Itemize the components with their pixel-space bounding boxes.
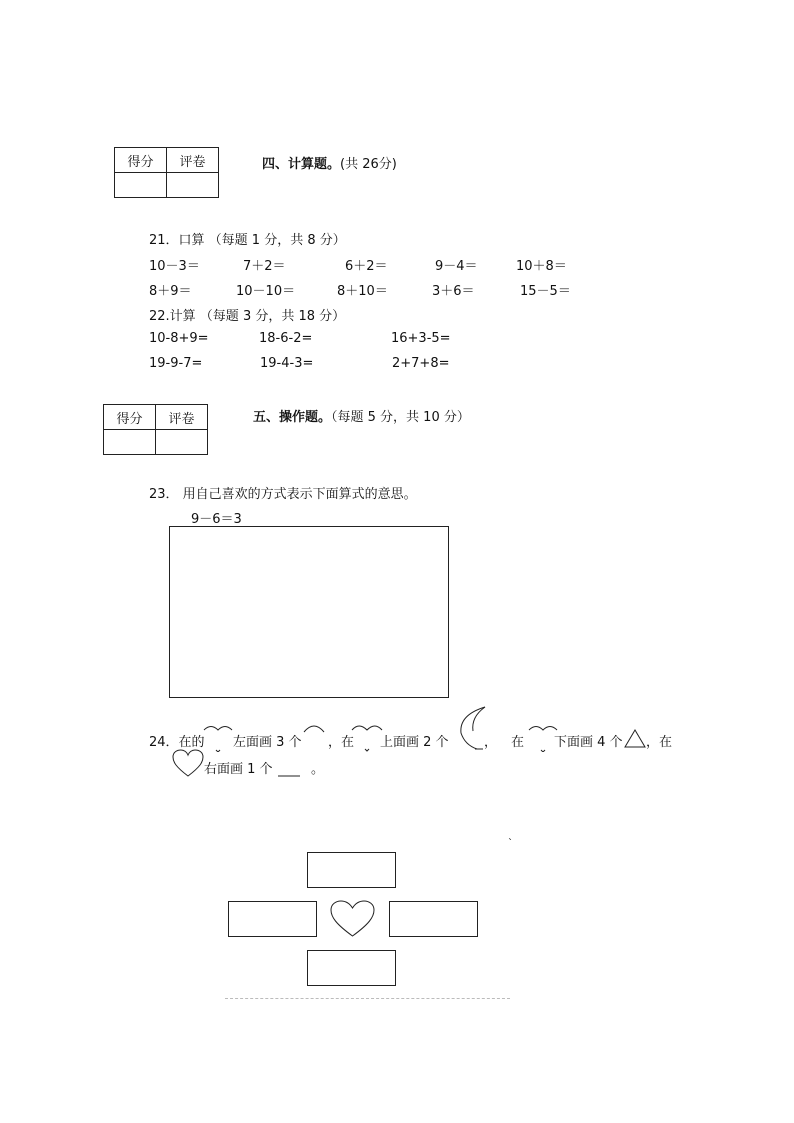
score-cell[interactable]	[115, 173, 167, 198]
q24-text-7: 下面画 4 个	[554, 735, 623, 750]
apple-icon	[302, 722, 326, 746]
review-label: 评卷	[156, 405, 208, 430]
score-table-section5	[103, 404, 208, 455]
q21-item: 15－5＝	[520, 284, 571, 299]
q21-item: 6＋2＝	[345, 259, 388, 274]
cloud-icon	[351, 720, 383, 752]
section4-heading	[262, 153, 397, 172]
section5-note: （每题 5 分，共 10 分）	[331, 410, 470, 425]
q21-item: 3＋6＝	[432, 284, 475, 299]
q23-equation: 9－6＝3	[191, 512, 242, 527]
q24-text-8: ，在	[646, 735, 673, 750]
q24-text-4: 上面画 2 个	[380, 735, 449, 750]
answer-box-left[interactable]	[228, 901, 317, 937]
stray-mark: `	[508, 838, 513, 849]
section4-title: 四、计算题。	[262, 157, 341, 172]
q21-header: 21．口算 （每题 1 分，共 8 分）	[149, 233, 346, 248]
section5-heading	[253, 406, 470, 425]
answer-box-bottom[interactable]	[307, 950, 396, 986]
section5-title: 五、操作题。	[253, 410, 332, 425]
cloud-icon	[203, 722, 233, 752]
q21-item: 8＋10＝	[337, 284, 388, 299]
q22-item: 16+3-5=	[391, 331, 451, 346]
q24-text-2: 左面画 3 个	[233, 735, 302, 750]
q22-item: 19-4-3=	[260, 356, 314, 371]
q24-text-9: 右面画 1 个	[204, 762, 273, 777]
q24-text-3: ，在	[328, 735, 355, 750]
q22-item: 18-6-2=	[259, 331, 313, 346]
q22-item: 10-8+9=	[149, 331, 209, 346]
q22-item: 2+7+8=	[392, 356, 450, 371]
q24-text-5: ，	[484, 735, 498, 750]
score-cell[interactable]	[104, 430, 156, 455]
dashed-divider	[225, 998, 510, 999]
score-label: 得分	[115, 148, 167, 173]
heart-icon	[172, 749, 204, 778]
review-label: 评卷	[167, 148, 219, 173]
q21-item: 10＋8＝	[516, 259, 567, 274]
answer-box-top[interactable]	[307, 852, 396, 888]
q24-text-1: 24．在的	[149, 735, 205, 750]
triangle-icon	[624, 729, 646, 748]
q23-text: 23． 用自己喜欢的方式表示下面算式的意思。	[149, 487, 417, 502]
q22-item: 19-9-7=	[149, 356, 203, 371]
q24-text-6: 在	[511, 735, 525, 750]
q24-text-10: 。	[311, 762, 325, 777]
answer-box-right[interactable]	[389, 901, 478, 937]
q21-item: 10－10＝	[236, 284, 296, 299]
q21-item: 10－3＝	[149, 259, 200, 274]
q21-item: 7＋2＝	[243, 259, 286, 274]
q23-answer-box[interactable]	[169, 526, 449, 698]
q22-header: 22.计算 （每题 3 分，共 18 分）	[149, 309, 346, 324]
q21-item: 8＋9＝	[149, 284, 192, 299]
review-cell[interactable]	[156, 430, 208, 455]
square-icon	[277, 763, 301, 777]
heart-icon	[330, 900, 375, 938]
q21-item: 9－4＝	[435, 259, 478, 274]
score-label: 得分	[104, 405, 156, 430]
review-cell[interactable]	[167, 173, 219, 198]
score-table-section4	[114, 147, 219, 198]
section4-note: (共 26分)	[340, 157, 397, 172]
